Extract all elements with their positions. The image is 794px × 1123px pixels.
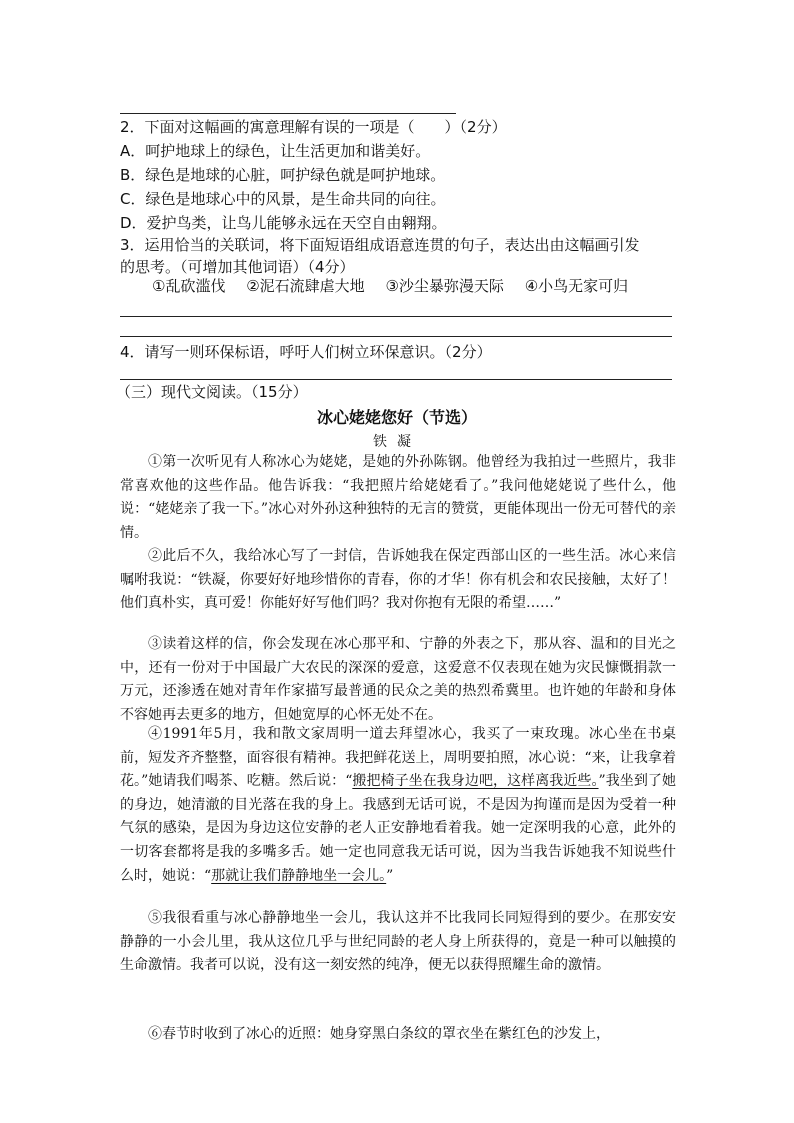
article-author: 铁凝	[373, 434, 421, 450]
q3-phrase-1: ①乱砍滥伐	[152, 277, 226, 295]
paragraph-1	[120, 451, 676, 545]
paragraph-6-text: ⑥春节时收到了冰心的近照：她身穿黑白条纹的罩衣坐在紫红色的沙发上，	[148, 1026, 610, 1042]
q3-phrase-2: ②泥石流肆虐大地	[246, 277, 365, 295]
paragraph-5	[120, 907, 676, 978]
paragraph-3-text: ③读着这样的信，你会发现在冰心那平和、宁静的外表之下，那从容、温和的目光之中，还有一份对于中国最广大农民的深深的爱意，这爱意不仅表现在她为灾民慷慨捐款一万元，还渗透在她对青年作家描写最普通的民众之美的热烈希冀里。也许她的年龄和身体不容她再去更多的地方，但她宽厚的心怀无处不在。	[120, 636, 676, 723]
article-title: 冰心姥姥您好（节选）	[316, 408, 477, 427]
answer-line-q3-2[interactable]	[120, 336, 672, 337]
paragraph-4-underlined-quote-1: 搬把椅子坐在我身边吧，这样离我近些。	[352, 773, 599, 790]
paragraph-4-text-a: ④1991年5月，我和散文家周明一道去拜望冰心，我买了一束玫瑰。冰心坐在书桌前，短发齐齐整整，面容很有精神。我把鲜花送上，周明要拍照，冰心说：“来，让我拿着花。”她请我们喝茶、吃糖。然后说：“	[120, 726, 676, 790]
answer-line-q1[interactable]	[120, 113, 456, 114]
paragraph-4-underlined-quote-2: 那就让我们静静地坐一会儿。	[211, 867, 387, 884]
section3-heading: （三）现代文阅读。（15分）	[116, 383, 308, 401]
paragraph-4-text-c: ”	[386, 867, 394, 884]
q2-option-b: B．绿色是地球的心脏，呵护绿色就是呵护地球。	[120, 166, 446, 184]
q3-stem-line2: 的思考。（可增加其他词语）（4分）	[120, 258, 355, 276]
paragraph-1-text: ①第一次听见有人称冰心为姥姥，是她的外孙陈钢。他曾经为我拍过一些照片，我非常喜欢他的这些作品。他告诉我：“我把照片给姥姥看了。”我问他姥姥说了些什么，他说：“姥姥亲了我一下。”冰心对外孙这种独特的无言的赞赏，更能体现出一份无可替代的亲情。	[120, 454, 676, 541]
q3-stem-line1: 3．运用恰当的关联词，将下面短语组成语意连贯的句子，表达出由这幅画引发	[120, 236, 640, 254]
answer-line-q4[interactable]	[120, 379, 672, 380]
paragraph-4	[120, 723, 676, 888]
answer-line-q3-1[interactable]	[120, 316, 672, 317]
paragraph-6	[120, 1023, 676, 1047]
q2-option-d: D．爱护鸟类，让鸟儿能够永远在天空自由翱翔。	[120, 214, 447, 232]
paragraph-2	[120, 545, 676, 616]
paragraph-5-text: ⑤我很看重与冰心静静地坐一会儿，我认这并不比我同长同短得到的要少。在那安安静静的一小会儿里，我从这位几乎与世纪同龄的老人身上所获得的，竟是一种可以触摸的生命激情。我者可以说，没有这一刻安然的纯净，便无以获得照耀生命的激情。	[120, 910, 676, 974]
paragraph-2-text: ②此后不久，我给冰心写了一封信，告诉她我在保定西部山区的一些生活。冰心来信嘱咐我说：“铁凝，你要好好地珍惜你的青春，你的才华！你有机会和农民接触，太好了！他们真朴实，真可爱！你能好好写他们吗？我对你抱有无限的希望……”	[120, 548, 676, 612]
q3-phrase-4: ④小鸟无家可归	[524, 277, 629, 295]
q4-stem: 4．请写一则环保标语，呼吁人们树立环保意识。（2分）	[120, 343, 492, 361]
q2-option-a: A．呵护地球上的绿色，让生活更加和谐美好。	[120, 142, 431, 160]
q2-stem: 2．下面对这幅画的寓意理解有误的一项是（ ）（2分）	[120, 118, 507, 136]
paragraph-4-text-b: ”我坐到了她的身边，她清澈的目光落在我的身上。我感到无话可说，不是因为拘谨而是因为受着一种气氛的感染，是因为身边这位安静的老人正安静地看着我。她一定深明我的心意，此外的一切客套都将是我的多嘴多舌。她一定也同意我无话可说，因为当我告诉她我不知说些什么时，她说：“	[120, 773, 676, 884]
q3-phrase-3: ③沙尘暴弥漫天际	[385, 277, 504, 295]
paragraph-3	[120, 633, 676, 727]
q3-phrases	[152, 276, 644, 296]
q2-option-c: C．绿色是地球心中的风景，是生命共同的向往。	[120, 190, 446, 208]
